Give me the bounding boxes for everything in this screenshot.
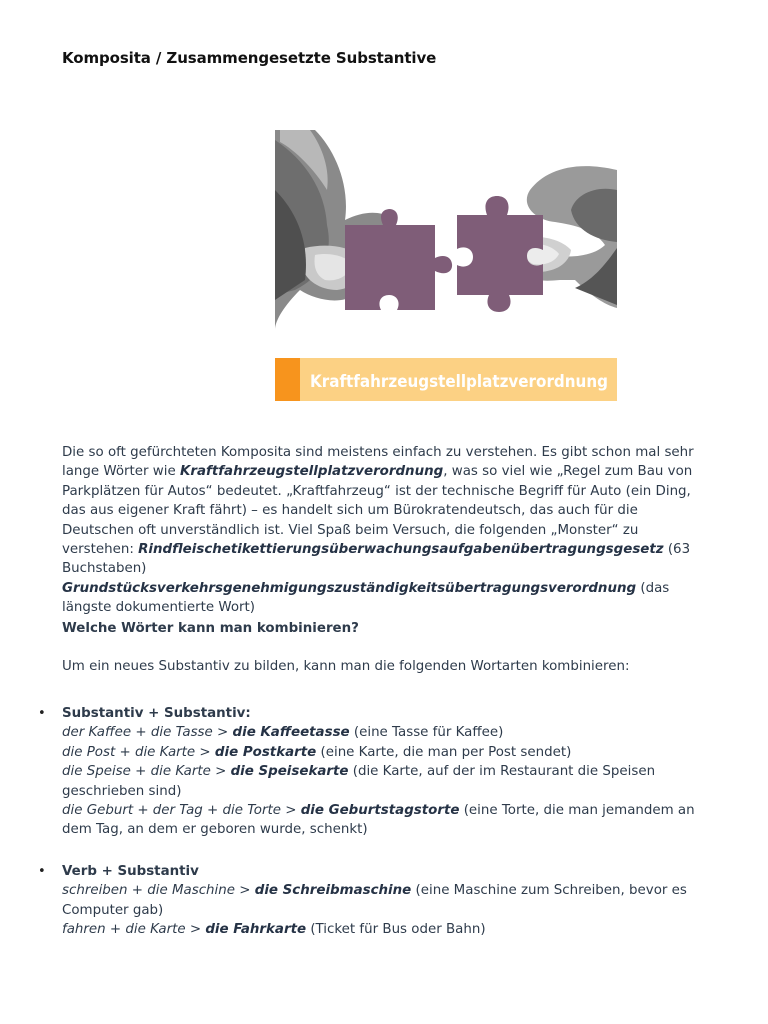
intro-text-3: (63 Buchstaben)	[62, 542, 691, 577]
question-heading: Welche Wörter kann man kombinieren?	[62, 621, 359, 636]
example-line: der Kaffee + die Tasse > die Kaffeetasse (eine Tasse für Kaffee)	[62, 725, 504, 741]
hero-image	[275, 130, 617, 401]
long-word-2: Rindfleischetikettierungsüberwachungsaufgabenübertragungsgesetz	[138, 542, 664, 558]
intro-text-1: Die so oft gefürchteten Komposita sind meistens einfach zu verstehen. Es gibt schon mal sehr lange Wörter wie	[62, 445, 694, 480]
example-line: schreiben + die Maschine > die Schreibmaschine (eine Maschine zum Schreiben, bevor es Computer gab)	[62, 883, 687, 918]
banner-accent	[275, 358, 300, 401]
example-line: fahren + die Karte > die Fahrkarte (Ticket für Bus oder Bahn)	[62, 922, 486, 938]
section-heading: Substantiv + Substantiv:	[62, 706, 251, 721]
question-intro: Um ein neues Substantiv zu bilden, kann man die folgenden Wortarten kombinieren:	[62, 659, 630, 674]
bullet-icon: •	[38, 706, 46, 721]
intro-text-4: (das längste dokumentierte Wort)	[62, 580, 670, 616]
puzzle-hands-illustration	[275, 130, 617, 401]
example-line: die Speise + die Karte > die Speisekarte (die Karte, auf der im Restaurant die Speisen geschrieben sind)	[62, 764, 656, 799]
banner-text: Kraftfahrzeugstellplatzverordnung	[310, 372, 608, 391]
long-word-1: Kraftfahrzeugstellplatzverordnung	[179, 464, 444, 480]
bullet-icon: •	[38, 864, 46, 879]
example-line: die Post + die Karte > die Postkarte (eine Karte, die man per Post sendet)	[62, 744, 572, 760]
page-title: Komposita / Zusammengesetzte Substantive	[62, 49, 437, 67]
list-item-verb-noun	[38, 862, 712, 940]
intro-paragraph	[62, 443, 712, 618]
list-item-noun-noun	[38, 704, 712, 840]
example-line: die Geburt + der Tag + die Torte > die Geburtstagstorte (eine Torte, die man jemandem an dem Tag, an dem er geboren wurde, schenkt)	[62, 803, 695, 838]
long-word-3: Grundstücksverkehrsgenehmigungszuständigkeitsübertragungsverordnung	[62, 580, 637, 596]
section-heading: Verb + Substantiv	[62, 864, 199, 879]
intro-text-2: , was so viel wie „Regel zum Bau von Parkplätzen für Autos“ bedeutet. „Kraftfahrzeug“ ist der technische Begriff für Auto (ein Ding, das aus eigener Kraft fährt) – es handelt sich um Bürokratendeutsch, das auch für die Deutschen oft unverständlich ist. Viel Spaß beim Versuch, die folgenden „Monster“ zu verstehen:	[62, 464, 693, 558]
